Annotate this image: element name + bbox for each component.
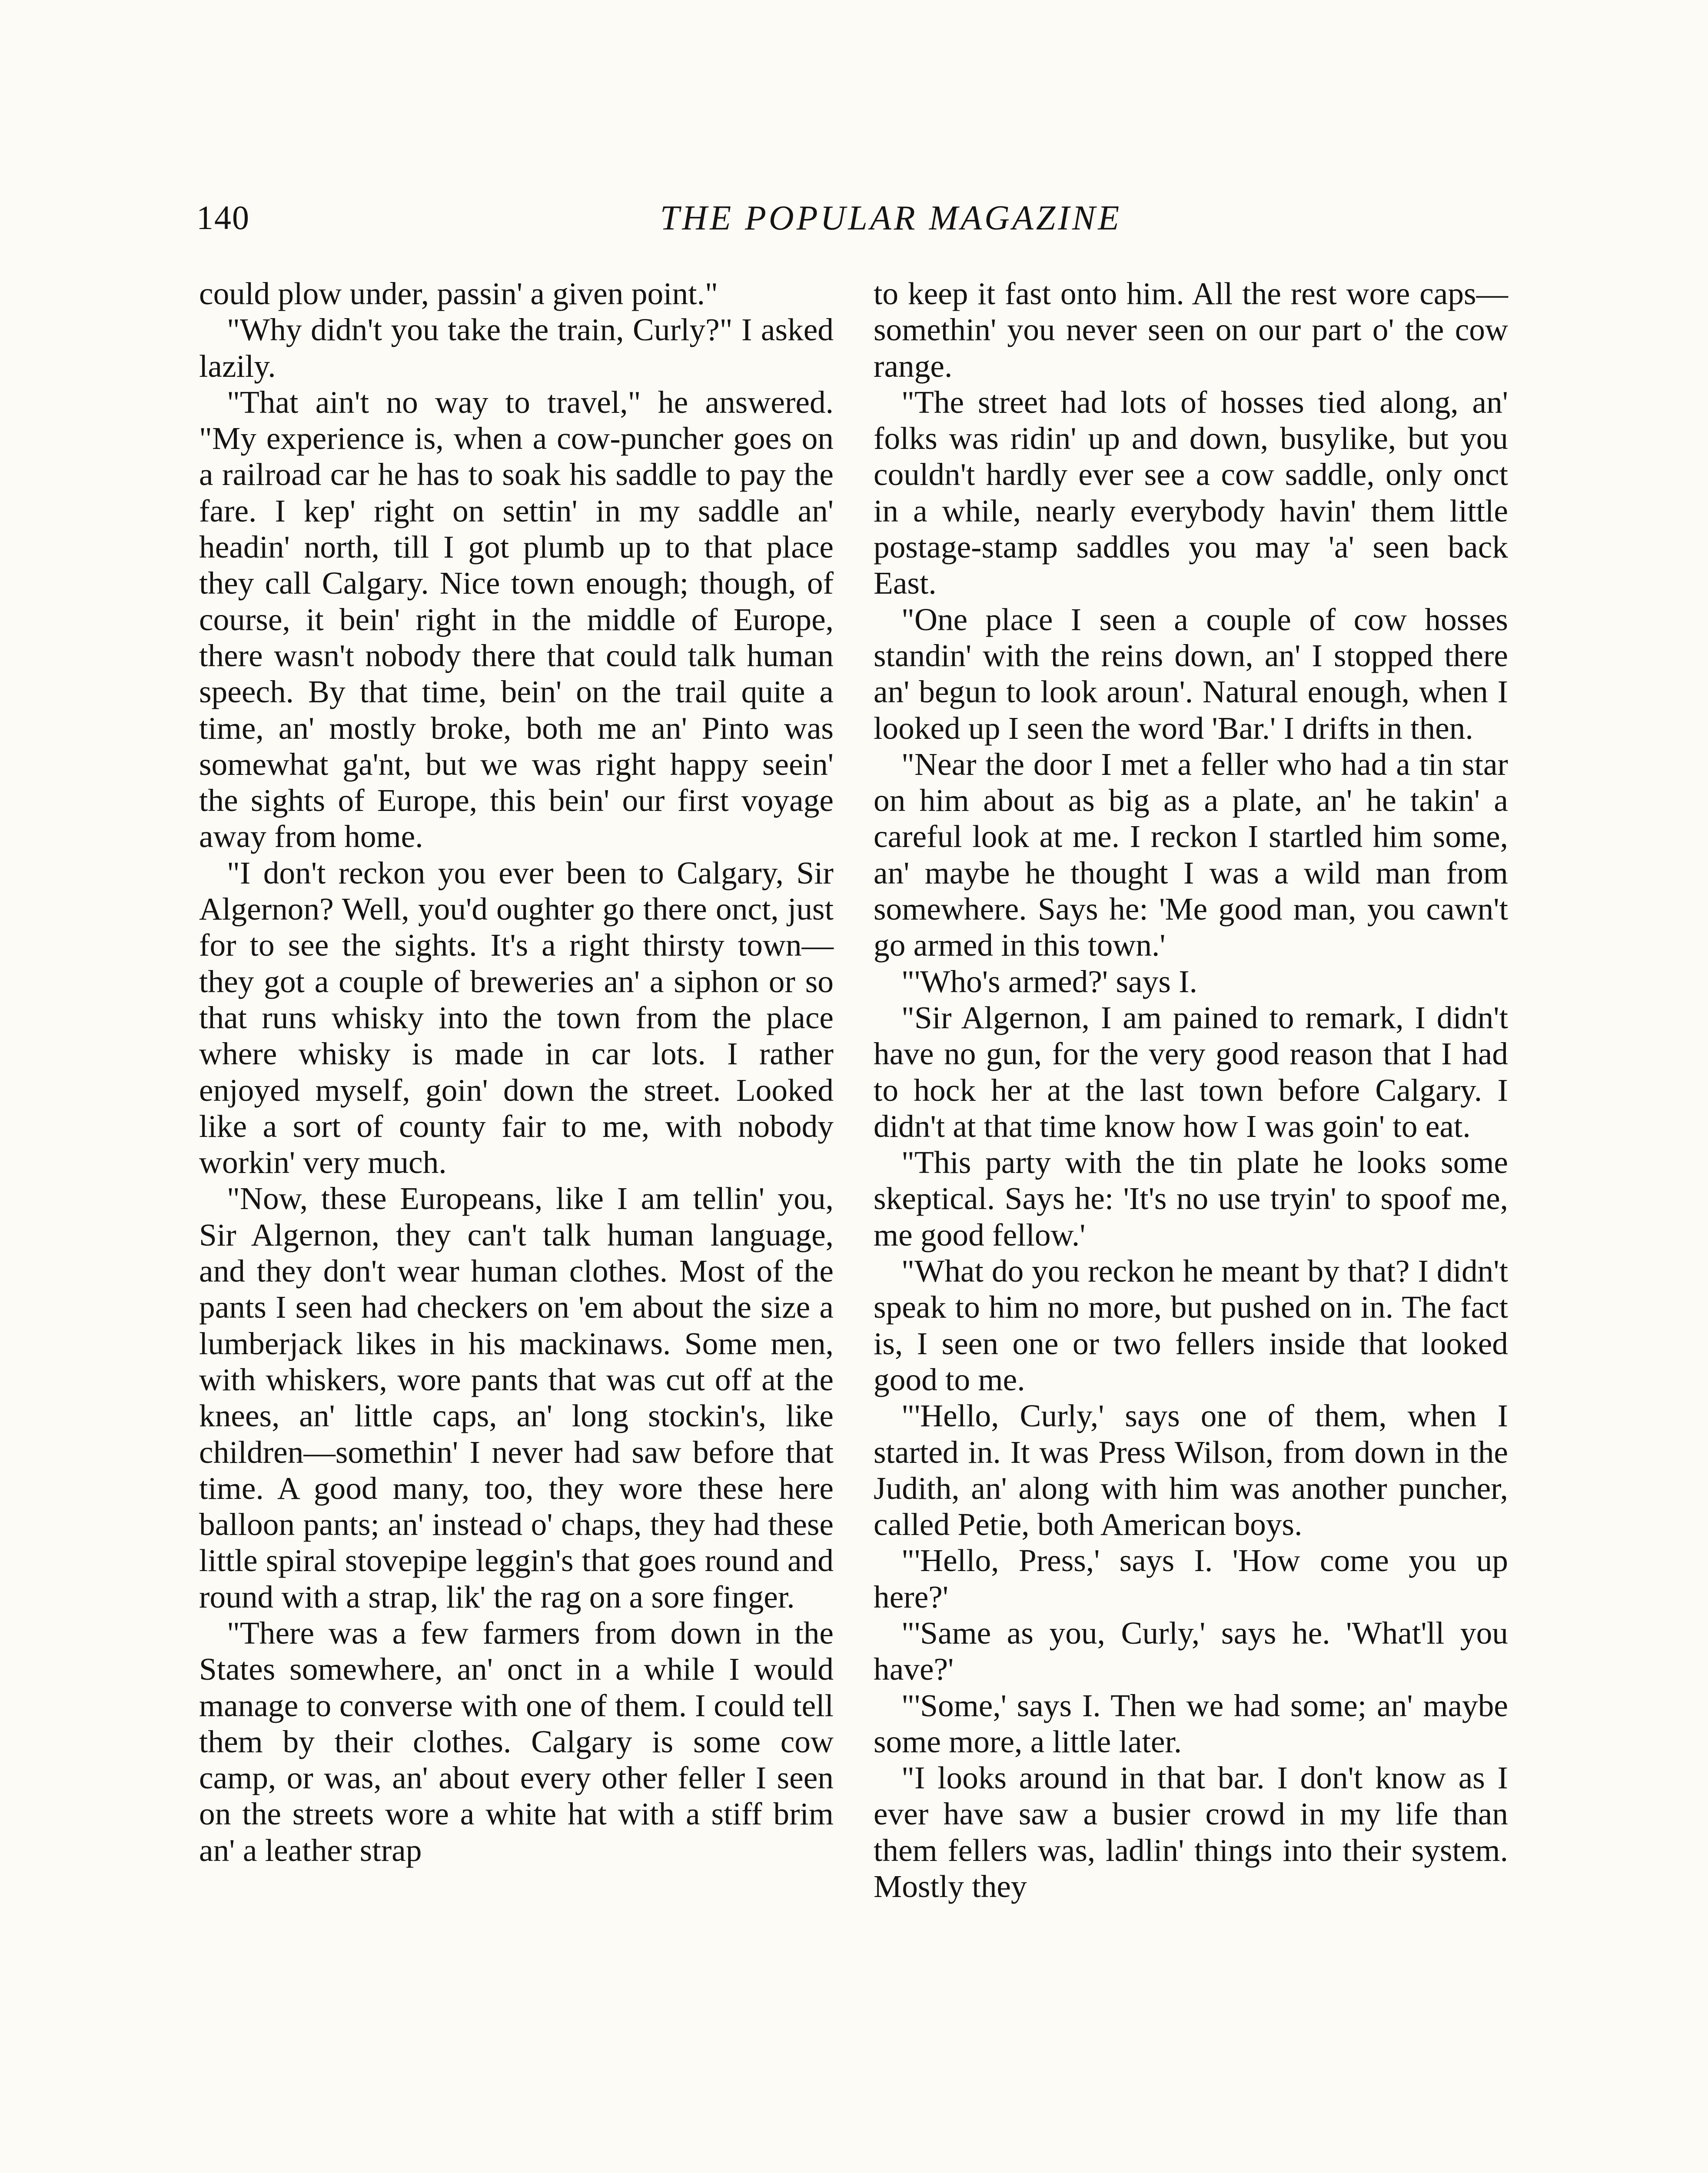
paragraph: "That ain't no way to travel," he answered. "My experience is, when a cow-puncher goes on a railroad car he has to soak his saddle to pay the fare. I kep' right on settin' in my saddle an' headin' north, till I got plumb up to that place they call Calgary. Nice town enough; though, of course, it bein' right in the middle of Europe, there wasn't nobody there that could talk human speech. By that time, bein' on the trail quite a time, an' mostly broke, both me an' Pinto was somewhat ga'nt, but we was right happy seein' the sights of Europe, this bein' our first voyage away from home.	[199, 384, 834, 854]
running-title: THE POPULAR MAGAZINE	[660, 199, 1122, 237]
page-number: 140	[196, 199, 250, 236]
paragraph: "There was a few farmers from down in the States somewhere, an' onct in a while I would manage to converse with one of them. I could tell them by their clothes. Calgary is some cow camp, or was, an' about every other feller I seen on the streets wore a white hat with a stiff brim an' a leather strap	[199, 1615, 834, 1868]
paragraph: "I looks around in that bar. I don't know as I ever have saw a busier crowd in my life than them fellers was, ladlin' things into their system. Mostly they	[874, 1760, 1508, 1904]
paragraph: to keep it fast onto him. All the rest wore caps—somethin' you never seen on our part o' the cow range.	[874, 276, 1508, 384]
paragraph: "What do you reckon he meant by that? I didn't speak to him no more, but pushed on in. The fact is, I seen one or two fellers inside that looked good to me.	[874, 1253, 1508, 1397]
paragraph: "One place I seen a couple of cow hosses standin' with the reins down, an' I stopped there an' begun to look aroun'. Natural enough, when I looked up I seen the word 'Bar.' I drifts in then.	[874, 601, 1508, 746]
paragraph: "'Who's armed?' says I.	[901, 964, 1198, 999]
paragraph: "'Hello, Press,' says I. 'How come you up here?'	[874, 1543, 1508, 1615]
paragraph: "The street had lots of hosses tied along, an' folks was ridin' up and down, busylike, but you couldn't hardly ever see a cow saddle, only onct in a while, nearly everybody havin' them little postage-stamp saddles you may 'a' seen back East.	[874, 384, 1508, 601]
paragraph: "Sir Algernon, I am pained to remark, I didn't have no gun, for the very good reason that I had to hock her at the last town before Calgary. I didn't at that time know how I was goin' to eat.	[874, 1000, 1508, 1144]
paragraph: "'Same as you, Curly,' says he. 'What'll you have?'	[874, 1615, 1508, 1687]
paragraph: "Near the door I met a feller who had a tin star on him about as big as a plate, an' he takin' a careful look at me. I reckon I startled him some, an' maybe he thought I was a wild man from somewhere. Says he: 'Me good man, you cawn't go armed in this town.'	[874, 746, 1508, 963]
paragraph: "This party with the tin plate he looks some skeptical. Says he: 'It's no use tryin' to spoof me, me good fellow.'	[874, 1145, 1508, 1253]
paragraph: "Why didn't you take the train, Curly?" I asked lazily.	[199, 312, 834, 384]
paragraph: "I don't reckon you ever been to Calgary, Sir Algernon? Well, you'd oughter go there onct, just for to see the sights. It's a right thirsty town—they got a couple of breweries an' a siphon or so that runs whisky into the town from the place where whisky is made in car lots. I rather enjoyed myself, goin' down the street. Looked like a sort of county fair to me, with nobody workin' very much.	[199, 855, 834, 1180]
paragraph: "Now, these Europeans, like I am tellin' you, Sir Algernon, they can't talk human language, and they don't wear human clothes. Most of the pants I seen had checkers on 'em about the size a lumberjack likes in his mackinaws. Some men, with whiskers, wore pants that was cut off at the knees, an' little caps, an' long stockin's, like children—somethin' I never had saw before that time. A good many, too, they wore these here balloon pants; an' instead o' chaps, they had these little spiral stovepipe leggin's that goes round and round with a strap, lik' the rag on a sore finger.	[199, 1181, 834, 1615]
paragraph: "'Hello, Curly,' says one of them, when I started in. It was Press Wilson, from down in the Judith, an' along with him was another puncher, called Petie, both American boys.	[874, 1398, 1508, 1542]
paragraph: could plow under, passin' a given point."	[199, 276, 718, 311]
right-column	[874, 276, 1508, 1904]
left-column	[199, 276, 834, 1868]
paragraph: "'Some,' says I. Then we had some; an' maybe some more, a little later.	[874, 1688, 1508, 1759]
